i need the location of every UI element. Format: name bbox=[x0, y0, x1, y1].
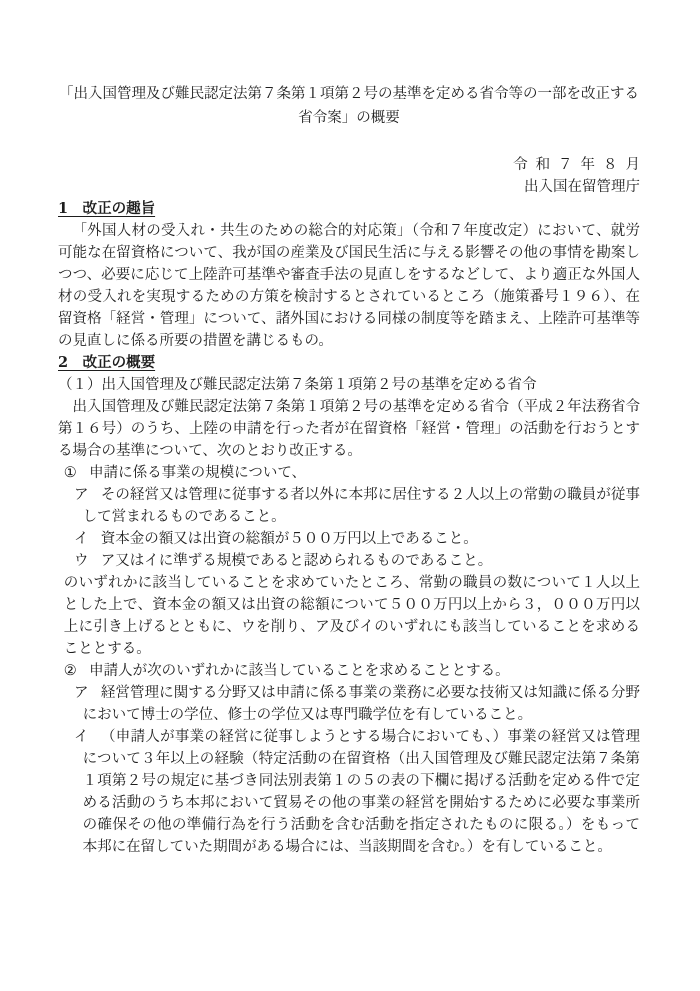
item-1-sub-item-i bbox=[74, 528, 640, 550]
document-title: 「出入国管理及び難民認定法第７条第１項第２号の基準を定める省令等の一部を改正する省令案」の概要 bbox=[59, 86, 639, 126]
item-1 bbox=[64, 462, 640, 484]
subsection-1-intro: 出入国管理及び難民認定法第７条第１項第２号の基準を定める省令（平成２年法務省令第１６号）のうち、上陸の申請を行った者が在留資格「経営・管理」の活動を行おうとする場合の基準について、次のとおり改正する。 bbox=[58, 399, 640, 459]
item-1-sub-item-a-marker: ア bbox=[73, 487, 89, 503]
item-1-sub-item-i-text: 資本金の額又は出資の総額が５００万円以上であること。 bbox=[100, 531, 478, 547]
item-2-sub-item-i-text: （申請人が事業の経営に従事しようとする場合においても、）事業の経営又は管理について３年以上の経験（特定活動の在留資格（出入国管理及び難民認定法第７条第１項第２号の規定に基づき同法別表第１の５の表の下欄に掲げる活動を定める件で定める活動のうち本邦において貿易その他の事業の経営を開始するために必要な事業所の確保その他の準備行為を行う活動を含む活動を指定されたものに限る。）をもって本邦に在留していた期間がある場合には、当該期間を含む。）を有していること。 bbox=[82, 729, 641, 855]
item-2-sub-item-a-text: 経営管理に関する分野又は申請に係る事業の業務に必要な技術又は知識に係る分野において博士の学位、修士の学位又は専門職学位を有していること。 bbox=[82, 685, 641, 723]
item-2 bbox=[64, 660, 640, 682]
section-1-body: 「外国人材の受入れ・共生のための総合的対応策」（令和７年度改定）において、就労可能な在留資格について、我が国の産業及び国民生活に与える影響その他の事情を勘案しつつ、必要に応じて上陸許可基準や審査手法の見直しをするなどして、より適正な外国人材の受入れを実現するための方策を検討するとされているところ（施策番号１９６）、在留資格「経営・管理」について、諸外国における同様の制度等を踏まえ、上陸許可基準等の見直しに係る所要の措置を講じるもの。 bbox=[58, 223, 640, 349]
section-2-heading: 2 改正の概要 bbox=[58, 354, 156, 371]
item-1-sub-item-a-text: その経営又は管理に従事する者以外に本邦に居住する２人以上の常勤の職員が従事して営まれるものであること。 bbox=[82, 487, 641, 525]
issuing-agency: 出入国在留管理庁 bbox=[524, 179, 640, 195]
item-2-sub-item-a bbox=[74, 682, 640, 726]
item-1-sub-item-a bbox=[74, 484, 640, 528]
document-byline bbox=[58, 154, 648, 198]
item-1-sub-item-i-marker: イ bbox=[73, 531, 89, 547]
item-1-sub-item-u-text: ア又はイに準ずる規模であると認められるものであること。 bbox=[100, 553, 493, 569]
section-1-heading: 1 改正の趣旨 bbox=[58, 200, 156, 217]
subsection-1-label: （１）出入国管理及び難民認定法第７条第１項第２号の基準を定める省令 bbox=[58, 377, 537, 393]
item-1-sub-item-u bbox=[74, 550, 640, 572]
item-1-marker: ① bbox=[63, 465, 77, 481]
item-2-sub-item-i bbox=[74, 726, 640, 858]
item-2-sub-item-i-marker: イ bbox=[73, 729, 89, 745]
item-1-text: 申請に係る事業の規模について、 bbox=[89, 465, 307, 481]
item-1-conclusion: のいずれかに該当していることを求めていたところ、常勤の職員の数について１人以上とした上で、資本金の額又は出資の総額について５００万円以上から３，０００万円以上に引き上げるとともに、ウを削り、ア及びイのいずれにも該当していることを求めることとする。 bbox=[63, 575, 640, 657]
document-date: 令和７年８月 bbox=[513, 157, 648, 173]
item-2-marker: ② bbox=[63, 663, 77, 679]
item-2-text: 申請人が次のいずれかに該当していることを求めることとする。 bbox=[89, 663, 510, 679]
item-1-sub-item-u-marker: ウ bbox=[73, 553, 89, 569]
item-2-sub-item-a-marker: ア bbox=[73, 685, 89, 701]
